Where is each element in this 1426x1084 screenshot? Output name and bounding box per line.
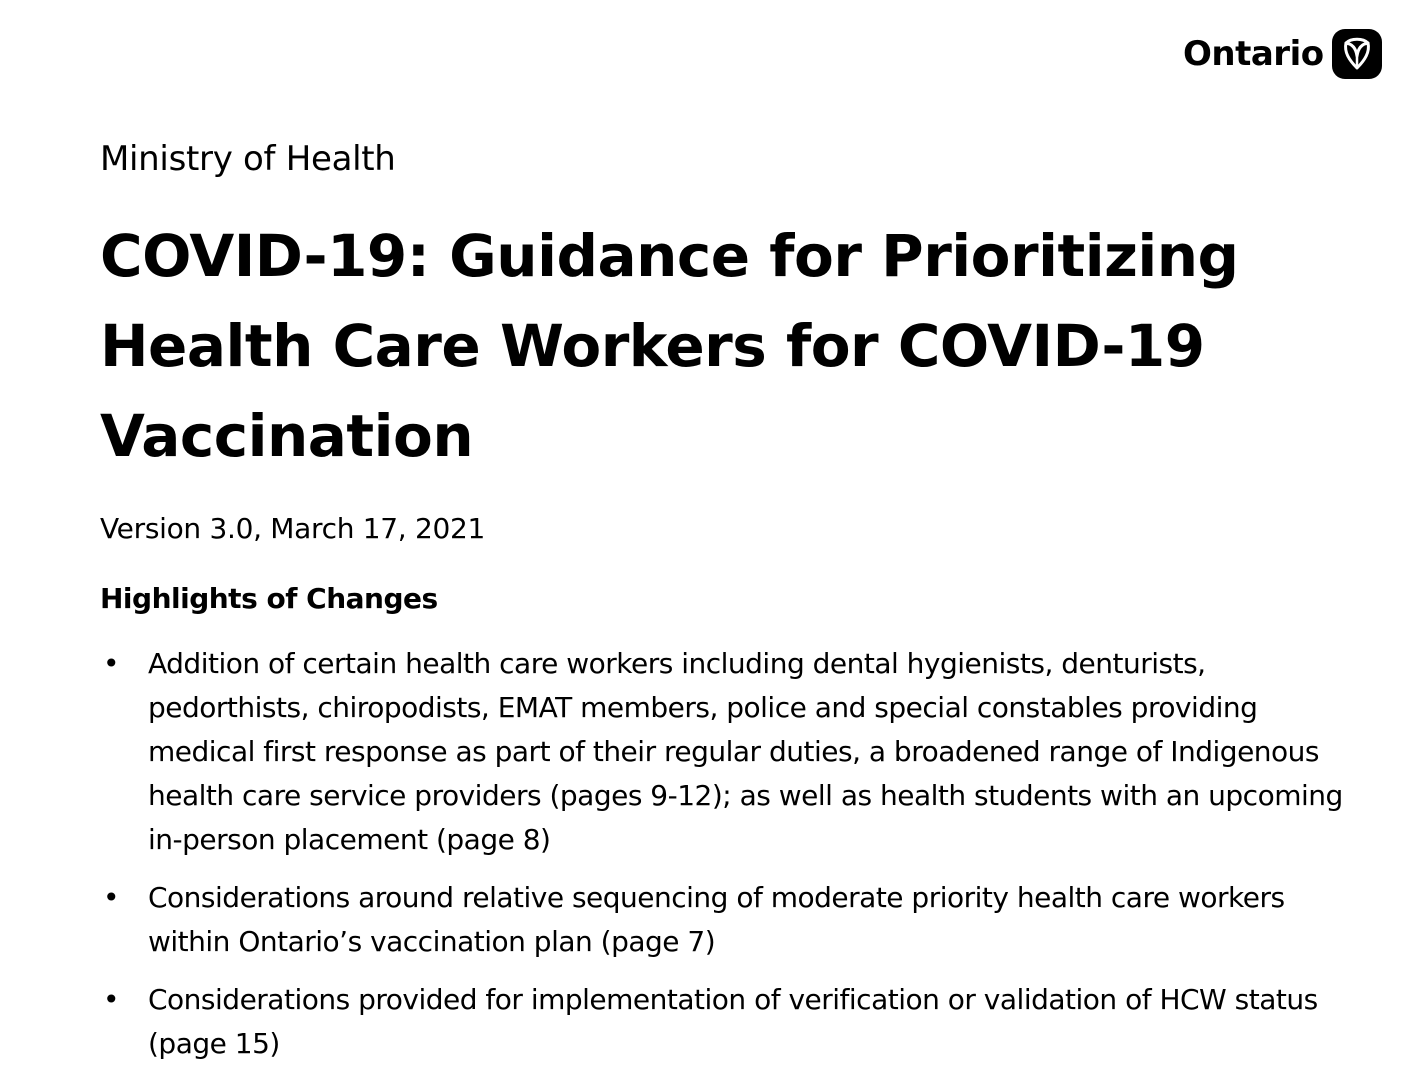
highlights-heading: Highlights of Changes: [100, 582, 438, 615]
list-item-text: Addition of certain health care workers including dental hygienists, denturists, pedorthists, chiropodists, EMAT members, police and special constables providing medical first response as part of their regular duties, a broadened range of Indigenous health care service providers (pages 9-12); as well as health students with an upcoming in-person placement (page 8): [148, 647, 1343, 856]
list-item-text: Considerations around relative sequencing of moderate priority health care workers within Ontario’s vaccination plan (page 7): [148, 881, 1285, 958]
document-title: COVID-19: Guidance for Prioritizing Health Care Workers for COVID-19 Vaccination: [100, 222, 1239, 470]
bullet-icon: •: [103, 647, 120, 680]
logo-text: Ontario: [1183, 34, 1324, 74]
version-date: Version 3.0, March 17, 2021: [100, 512, 486, 545]
ontario-trillium-icon: [1332, 29, 1382, 79]
bullet-icon: •: [103, 983, 120, 1016]
list-item: [100, 978, 1350, 1066]
list-item: [100, 642, 1350, 862]
list-item-text: Considerations provided for implementation of verification or validation of HCW status (page 15): [148, 983, 1318, 1060]
ontario-logo: [1183, 28, 1382, 80]
bullet-icon: •: [103, 881, 120, 914]
highlights-list: [100, 642, 1350, 1080]
ministry-name: Ministry of Health: [100, 139, 396, 179]
list-item: [100, 876, 1350, 964]
